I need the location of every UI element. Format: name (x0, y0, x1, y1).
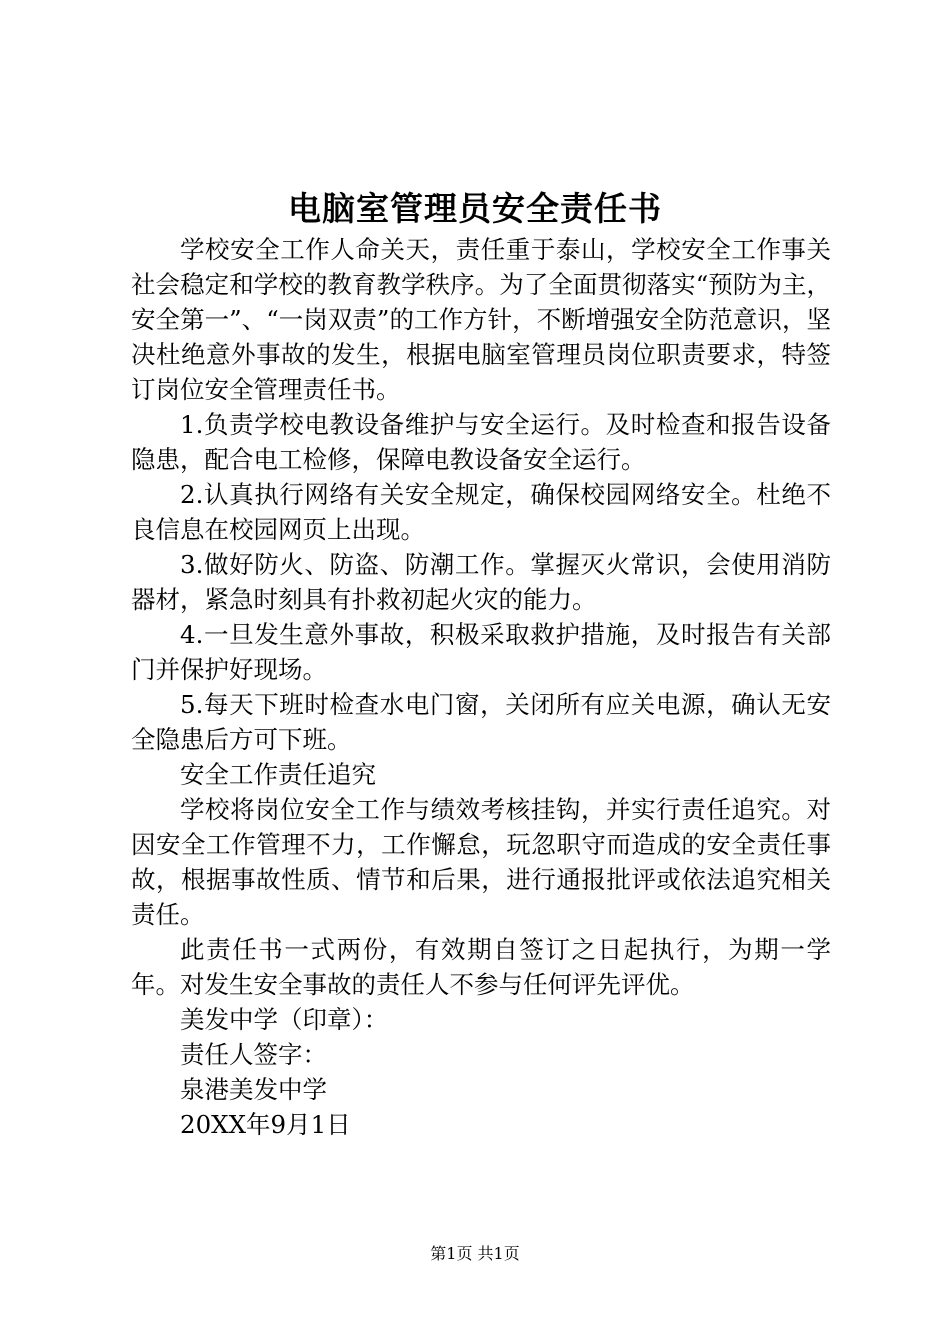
validity-paragraph: 此责任书一式两份，有效期自签订之日起执行，为期一学年。对发生安全事故的责任人不参与任何评先评优。 (131, 935, 831, 999)
responsible-person-line: 责任人签字： (180, 1040, 327, 1069)
document-body (131, 232, 831, 1142)
accountability-paragraph: 学校将岗位安全工作与绩效考核挂钩，并实行责任追究。对因安全工作管理不力，工作懈怠，玩忽职守而造成的安全责任事故，根据事故性质、情节和后果，进行通报批评或依法追究相关责任。 (131, 795, 831, 929)
document-title: 电脑室管理员安全责任书 (288, 189, 662, 228)
responsibility-item-4: 4.一旦发生意外事故，积极采取救护措施，及时报告有关部门并保护好现场。 (131, 620, 831, 684)
page-footer: 第1页 共1页 (430, 1244, 520, 1263)
school-seal-line: 美发中学（印章）： (180, 1005, 389, 1034)
date-line: 20XX年9月1日 (180, 1110, 351, 1139)
responsibility-item-2: 2.认真执行网络有关安全规定，确保校园网络安全。杜绝不良信息在校园网页上出现。 (131, 480, 831, 544)
responsibility-item-1: 1.负责学校电教设备维护与安全运行。及时检查和报告设备隐患，配合电工检修，保障电教设备安全运行。 (131, 410, 831, 474)
intro-paragraph: 学校安全工作人命关天，责任重于泰山，学校安全工作事关社会稳定和学校的教育教学秩序。为了全面贯彻落实“预防为主，安全第一”、“一岗双责”的工作方针，不断增强安全防范意识，坚决杜绝意外事故的发生，根据电脑室管理员岗位职责要求，特签订岗位安全管理责任书。 (131, 235, 831, 404)
section-heading: 安全工作责任追究 (180, 760, 376, 789)
responsibility-item-5: 5.每天下班时检查水电门窗，关闭所有应关电源，确认无安全隐患后方可下班。 (131, 690, 831, 754)
responsibility-item-3: 3.做好防火、防盗、防潮工作。掌握灭火常识，会使用消防器材，紧急时刻具有扑救初起火灾的能力。 (131, 550, 831, 614)
school-name-line: 泉港美发中学 (180, 1075, 327, 1104)
